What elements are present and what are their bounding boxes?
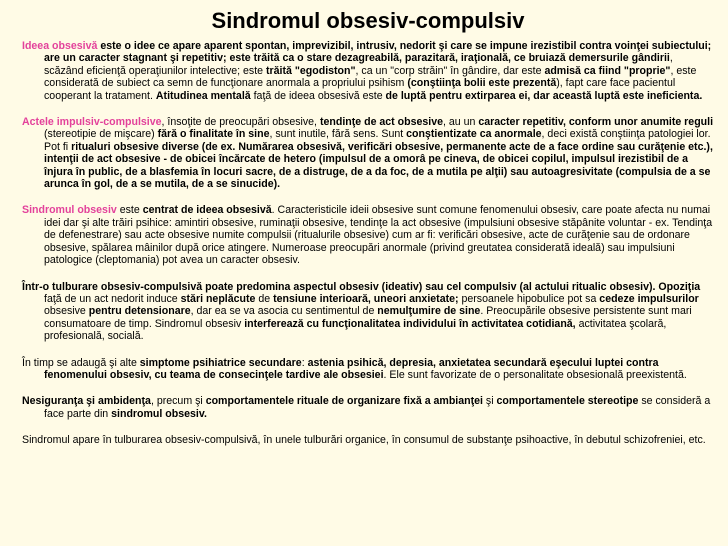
paragraph-nesiguranta-ambidenta (22, 395, 714, 420)
bold-text: Nesiguranţa şi ambidenţa (22, 395, 151, 408)
bold-text: nemulţumire de sine (377, 305, 481, 318)
bold-text: comportamentele stereotipe (496, 395, 639, 408)
text-run: persoanele hipobulice pot sa (458, 292, 600, 305)
bold-text: astenia psihică, depresia, anxietatea secundară eşecului luptei contra fenomenului obsesiv, cu teama de consecinţele tardive ale obsesiei (44, 356, 659, 381)
paragraph-aparitie-sindrom (22, 434, 714, 446)
text-run: este (116, 204, 143, 217)
text-run: activitatea şcolară, profesională, socială. (44, 317, 667, 343)
bold-text: ritualuri obsesive diverse (de ex. Numărarea obsesivă, verificări obsesive, permanente acte de a face ordine sau curăţenie etc.), intenţii de act obsesive - de obicei încărcate de hetero (impulsul de a omorâ pe cineva, de obicei copilul, impulsul irezistibil de a înjura în public, de a blasfemia în locuri sacre, de a distruge, de a da foc, de a mutila pe alţii) sau autoagresivitate (compulsia de a se arunca în gol, de a se mutila, de a se sinucide). (44, 140, 713, 191)
bold-text: trăită "egodiston" (266, 64, 356, 77)
text-run: , deci există conştiinţa patologiei lor. Pot fi (44, 128, 711, 153)
bold-text: este o idee ce apare aparent spontan, imprevizibil, intrusiv, nedorit şi care se impune irezistibil contra voinţei subiectului; are un caracter stagnant şi repetitiv; este trăită ca o stare dezagreabilă, parazitară, iraţională, ce bruiază demersurile gândirii (44, 40, 712, 65)
text-run: , dar ea se va asocia cu sentimentul de (190, 305, 378, 318)
bold-text: Într-o tulburare obsesiv-compulsivă poate predomina aspectul obsesiv (ideativ) sau cel compulsiv (al actului ritualic obsesiv). Opoziţia (22, 280, 701, 293)
text-run: , sunt inutile, fără sens. Sunt (269, 128, 407, 141)
text-run: şi (482, 395, 497, 408)
bold-text: de luptă pentru extirparea ei, dar această luptă este ineficienta. (385, 89, 703, 102)
text-run: de (255, 292, 274, 305)
text-run: . Ele sunt favorizate de o personalitate obsesională preexistentă. (383, 368, 687, 381)
text-run: , scăzând eficienţă operaţiunilor intelective; este (44, 52, 673, 77)
bold-text: admisă ca fiind "proprie" (544, 64, 671, 77)
text-run: obsesive (44, 305, 89, 318)
term-highlight: Sindromul obsesiv (22, 204, 117, 217)
text-run: ), fapt care face pacientul cooperant la tratament. (44, 77, 676, 102)
text-run: (stereotipie de mişcare) (44, 128, 158, 141)
text-run: . Preocupările obsesive persistente sunt mari consumatoare de timp. Sindromul obsesiv (44, 305, 692, 330)
bold-text: centrat de ideea obsesivă (142, 204, 272, 217)
term-highlight: Ideea obsesivă (22, 40, 98, 52)
slide-title: Sindromul obsesiv-compulsiv (211, 8, 525, 33)
bold-text: Atitudinea mentală (155, 89, 251, 102)
paragraph-sindromul-obsesiv (22, 204, 714, 266)
bold-text: tensiune interioară, uneori anxietate; (273, 292, 459, 305)
text-run: , au un (443, 116, 479, 129)
bold-text: sindromul obsesiv. (111, 407, 207, 420)
term-highlight: Actele impulsiv-compulsive (22, 116, 162, 129)
paragraph-actele-impulsiv-compulsive (22, 116, 714, 190)
bold-text: comportamentele rituale de organizare fixă a ambianţei (205, 395, 483, 408)
text-run: : (301, 356, 308, 369)
bold-text: tendinţe de act obsesive (319, 116, 443, 129)
slide-content (22, 40, 714, 447)
text-run: , ca un "corp străin" în gândire, dar este (355, 64, 545, 77)
paragraph-ideea-obsesiva (22, 40, 714, 102)
text-run: . Caracteristicile ideii obsesive sunt comune fenomenului obsesiv, care poate afecta nu numai idei dar şi alte trăiri psihice: amintiri obsesive, ruminaţii obsesive, tendinţe la act obsesive (impulsiuni obsesive stăpânite voluntar - ex. Tendinţa de defenestrare) sau acte obsesive numite compulsii (ritualurile obsesive) cum ar fi: verificări obsesive, acte de curăţenie sau de ordonare obsesive, spălarea mâinilor după orice atingere. Numeroase preocupări anormale (privind greutatea considerată ideală) sau impulsiuni patologice (cleptomania) pot avea un caracter obsesiv. (44, 204, 713, 267)
text-run: , însoţite de preocupări obsesive, (161, 116, 320, 129)
bold-text: interferează cu funcţionalitatea individului în activitatea cotidiană, (244, 317, 576, 330)
bold-text: fără o finalitate în sine (157, 128, 270, 141)
text-run: Sindromul apare în tulburarea obsesiv-compulsivă, în unele tulburări organice, în consumul de substanţe psihoactive, în debutul schizofreniei, etc. (22, 434, 706, 447)
paragraph-tulburare-obsesiv-compulsiva (22, 281, 714, 343)
bold-text: caracter repetitiv, conform unor anumite reguli (478, 116, 714, 129)
bold-text: pentru detensionare (88, 305, 191, 318)
text-run: faţă de ideea obsesivă este (250, 89, 386, 102)
bold-text: (conştiinţa bolii este prezentă (407, 77, 557, 90)
bold-text: cedeze impulsurilor (599, 292, 699, 305)
bold-text: stări neplăcute (180, 292, 256, 305)
text-run: , este considerată de subiect ca semn de funcţionare anormala a propriului psihism (44, 64, 697, 90)
paragraph-simptome-secundare (22, 357, 714, 382)
bold-text: simptome psihiatrice secundare (139, 356, 302, 369)
text-run: faţă de un act nedorit induce (44, 292, 181, 305)
text-run: În timp se adaugă şi alte (22, 356, 140, 369)
text-run: , precum şi (150, 395, 206, 408)
text-run: se consideră a face parte din (44, 395, 711, 420)
bold-text: conştientizate ca anormale (406, 128, 542, 141)
